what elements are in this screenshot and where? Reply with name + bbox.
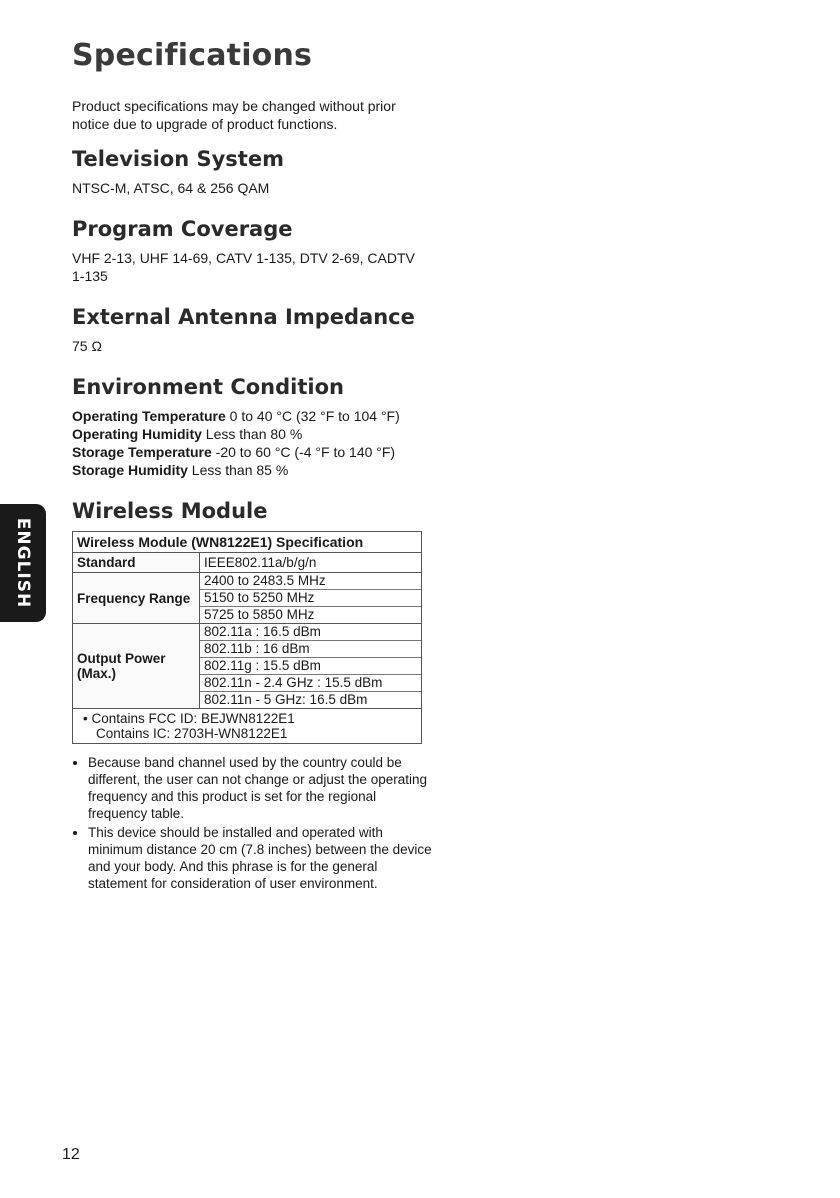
fcc-id: • Contains FCC ID: BEJWN8122E1 bbox=[83, 711, 295, 726]
fcc-note bbox=[73, 709, 422, 744]
output-power-value: 802.11g : 15.5 dBm bbox=[200, 658, 421, 675]
env-value: Less than 85 % bbox=[191, 462, 289, 478]
frequency-value: 5150 to 5250 MHz bbox=[200, 590, 421, 607]
tv-system-section bbox=[72, 147, 432, 197]
output-power-label: Output Power (Max.) bbox=[73, 624, 200, 709]
frequency-label: Frequency Range bbox=[73, 573, 200, 624]
list-item: • Because band channel used by the country could be different, the user can not change or adjust the operating frequency and this product is set for the regional frequency table. bbox=[88, 754, 432, 822]
antenna-heading: External Antenna Impedance bbox=[72, 305, 415, 329]
program-coverage-text: VHF 2-13, UHF 14-69, CATV 1-135, DTV 2-69, CADTV 1-135 bbox=[72, 250, 415, 284]
standard-label: Standard bbox=[73, 553, 200, 573]
intro-text: Product specifications may be changed without prior notice due to upgrade of product functions. bbox=[72, 98, 396, 132]
antenna-section bbox=[72, 305, 432, 355]
env-item bbox=[72, 461, 432, 479]
env-label: Storage Temperature bbox=[72, 444, 212, 460]
ic-id: Contains IC: 2703H-WN8122E1 bbox=[96, 726, 288, 741]
tv-system-text: NTSC-M, ATSC, 64 & 256 QAM bbox=[72, 180, 270, 196]
tv-system-heading: Television System bbox=[72, 147, 284, 171]
wireless-notes bbox=[72, 754, 432, 892]
program-coverage-section bbox=[72, 217, 432, 285]
table-title: Wireless Module (WN8122E1) Specification bbox=[73, 532, 422, 553]
env-label: Storage Humidity bbox=[72, 462, 188, 478]
wireless-spec-table bbox=[72, 531, 422, 744]
page-title: Specifications bbox=[72, 38, 313, 73]
output-power-value: 802.11a : 16.5 dBm bbox=[200, 624, 421, 641]
env-value: 0 to 40 °C (32 °F to 104 °F) bbox=[229, 408, 400, 424]
list-item: • This device should be installed and operated with minimum distance 20 cm (7.8 inches) between the device and your body. And this phrase is for the general statement for consideration of user environment. bbox=[88, 824, 432, 892]
wireless-section bbox=[72, 499, 432, 892]
env-value: Less than 80 % bbox=[205, 426, 303, 442]
antenna-text: 75 Ω bbox=[72, 338, 102, 354]
frequency-value: 5725 to 5850 MHz bbox=[204, 607, 315, 622]
output-power-value: 802.11b : 16 dBm bbox=[200, 641, 421, 658]
env-item bbox=[72, 443, 432, 461]
wireless-heading: Wireless Module bbox=[72, 499, 268, 523]
output-power-value: 802.11n - 5 GHz: 16.5 dBm bbox=[204, 692, 368, 707]
output-power-values bbox=[200, 624, 422, 709]
environment-heading: Environment Condition bbox=[72, 375, 344, 399]
program-coverage-heading: Program Coverage bbox=[72, 217, 293, 241]
language-tab bbox=[0, 504, 46, 622]
document-body bbox=[72, 38, 432, 912]
env-label: Operating Humidity bbox=[72, 426, 202, 442]
environment-section bbox=[72, 375, 432, 479]
env-label: Operating Temperature bbox=[72, 408, 226, 424]
language-tab-label: ENGLISH bbox=[13, 517, 33, 609]
output-power-value: 802.11n - 2.4 GHz : 15.5 dBm bbox=[200, 675, 421, 692]
standard-value: IEEE802.11a/b/g/n bbox=[200, 553, 422, 573]
env-value: -20 to 60 °C (-4 °F to 140 °F) bbox=[215, 444, 396, 460]
env-item bbox=[72, 425, 432, 443]
env-item bbox=[72, 407, 432, 425]
frequency-value: 2400 to 2483.5 MHz bbox=[200, 573, 421, 590]
page-number: 12 bbox=[62, 1146, 80, 1163]
frequency-values bbox=[200, 573, 422, 624]
